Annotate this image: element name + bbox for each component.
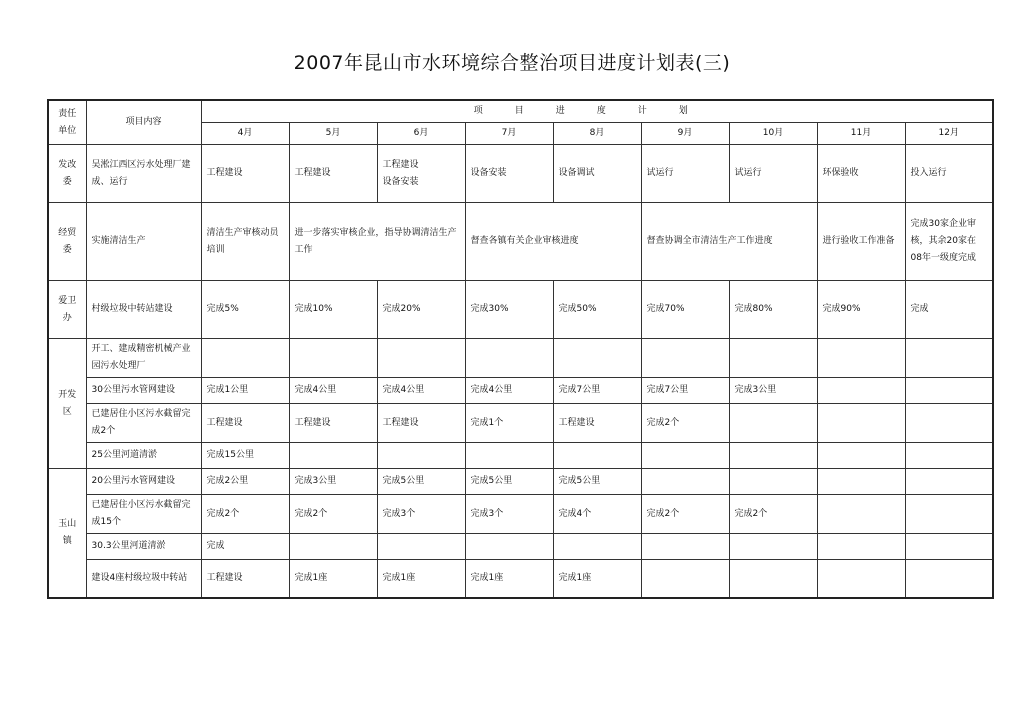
- table-row: [48, 469, 993, 495]
- progress-cell: 完成7公里: [553, 378, 641, 404]
- progress-cell: 环保验收: [817, 145, 905, 203]
- header-unit-line: 单位: [58, 125, 77, 136]
- progress-cell: [289, 534, 377, 560]
- progress-cell: 完成1座: [377, 560, 465, 598]
- header-progress-plan: 项目进度计划: [201, 100, 993, 123]
- progress-cell: [905, 404, 993, 443]
- month-header: 4月: [201, 123, 289, 145]
- month-header: 8月: [553, 123, 641, 145]
- table-row: [48, 339, 993, 378]
- content-cell: 已建居住小区污水截留完成2个: [86, 404, 201, 443]
- table-row: [48, 404, 993, 443]
- table-row: [48, 560, 993, 598]
- progress-cell: [553, 339, 641, 378]
- progress-cell: 投入运行: [905, 145, 993, 203]
- progress-cell: 进一步落实审核企业，指导协调清洁生产工作: [289, 203, 465, 281]
- progress-cell: 完成1公里: [201, 378, 289, 404]
- progress-cell: 试运行: [641, 145, 729, 203]
- progress-cell: 完成2个: [201, 495, 289, 534]
- progress-cell: 工程建设: [377, 404, 465, 443]
- progress-cell: 完成4公里: [377, 378, 465, 404]
- progress-cell: [905, 339, 993, 378]
- content-cell: 吴淞江西区污水处理厂建成、运行: [86, 145, 201, 203]
- progress-cell: [817, 378, 905, 404]
- progress-cell: [817, 339, 905, 378]
- progress-cell: 完成: [905, 281, 993, 339]
- document-title: 2007年昆山市水环境综合整治项目进度计划表(三): [293, 52, 731, 74]
- progress-cell: [817, 495, 905, 534]
- progress-cell: 完成2公里: [201, 469, 289, 495]
- progress-cell: [729, 339, 817, 378]
- progress-cell: 完成2个: [289, 495, 377, 534]
- table-row: [48, 495, 993, 534]
- progress-cell: 完成20%: [377, 281, 465, 339]
- progress-cell: [289, 339, 377, 378]
- content-cell: 25公里河道清淤: [86, 443, 201, 469]
- progress-cell: 完成7公里: [641, 378, 729, 404]
- progress-cell: 完成50%: [553, 281, 641, 339]
- progress-cell: [553, 443, 641, 469]
- progress-cell: 完成5%: [201, 281, 289, 339]
- progress-cell: 完成90%: [817, 281, 905, 339]
- progress-cell: [905, 378, 993, 404]
- progress-cell: [817, 534, 905, 560]
- progress-cell: [465, 443, 553, 469]
- header-unit-cell: [48, 100, 86, 145]
- progress-cell: 完成4公里: [289, 378, 377, 404]
- progress-cell: 清洁生产审核动员培训: [201, 203, 289, 281]
- progress-line: 设备安装: [382, 176, 419, 187]
- content-cell: 村级垃圾中转站建设: [86, 281, 201, 339]
- progress-cell: [729, 404, 817, 443]
- unit-cell: 发改委: [48, 145, 86, 203]
- month-header: 9月: [641, 123, 729, 145]
- progress-cell: [817, 469, 905, 495]
- progress-cell: [817, 443, 905, 469]
- content-cell: 30公里污水管网建设: [86, 378, 201, 404]
- progress-cell: 督查各镇有关企业审核进度: [465, 203, 641, 281]
- progress-cell: 完成3个: [465, 495, 553, 534]
- month-header: 12月: [905, 123, 993, 145]
- progress-cell: [817, 560, 905, 598]
- progress-cell: [817, 404, 905, 443]
- progress-cell: 完成1座: [289, 560, 377, 598]
- progress-cell: 完成80%: [729, 281, 817, 339]
- progress-cell: 工程建设: [553, 404, 641, 443]
- progress-cell: [553, 534, 641, 560]
- progress-cell: [905, 560, 993, 598]
- progress-cell: 工程建设: [201, 145, 289, 203]
- unit-cell: 开发区: [48, 339, 86, 469]
- progress-cell: 工程建设: [201, 404, 289, 443]
- unit-cell: 爱卫办: [48, 281, 86, 339]
- progress-cell: [905, 443, 993, 469]
- progress-cell: [377, 145, 465, 203]
- progress-cell: [377, 534, 465, 560]
- unit-cell: 玉山镇: [48, 469, 86, 598]
- progress-cell: [641, 534, 729, 560]
- table-row: [48, 534, 993, 560]
- table-row: [48, 145, 993, 203]
- progress-cell: 完成3公里: [289, 469, 377, 495]
- progress-cell: 督查协调全市清洁生产工作进度: [641, 203, 817, 281]
- progress-cell: [465, 339, 553, 378]
- progress-plan-table: [47, 99, 994, 599]
- progress-cell: 工程建设: [201, 560, 289, 598]
- progress-cell: 完成: [201, 534, 289, 560]
- progress-cell: 进行验收工作准备: [817, 203, 905, 281]
- table-row: [48, 378, 993, 404]
- progress-cell: [905, 534, 993, 560]
- header-content: 项目内容: [86, 100, 201, 145]
- unit-cell: 经贸委: [48, 203, 86, 281]
- progress-cell: [641, 560, 729, 598]
- content-cell: 开工、建成精密机械产业园污水处理厂: [86, 339, 201, 378]
- progress-cell: 试运行: [729, 145, 817, 203]
- progress-cell: [641, 443, 729, 469]
- month-header: 5月: [289, 123, 377, 145]
- progress-cell: 完成1座: [553, 560, 641, 598]
- progress-cell: 完成3个: [377, 495, 465, 534]
- progress-cell: 完成2个: [641, 404, 729, 443]
- progress-cell: [729, 560, 817, 598]
- progress-cell: 完成3公里: [729, 378, 817, 404]
- progress-cell: [641, 469, 729, 495]
- progress-line: 工程建设: [382, 159, 419, 170]
- progress-cell: [729, 443, 817, 469]
- progress-cell: 完成4公里: [465, 378, 553, 404]
- progress-cell: [289, 443, 377, 469]
- progress-cell: [905, 469, 993, 495]
- progress-cell: 完成15公里: [201, 443, 289, 469]
- progress-cell: 完成1个: [465, 404, 553, 443]
- header-unit-line: 责任: [58, 108, 77, 119]
- month-header: 10月: [729, 123, 817, 145]
- month-header: 7月: [465, 123, 553, 145]
- table-row: [48, 443, 993, 469]
- progress-cell: [201, 339, 289, 378]
- progress-cell: [729, 534, 817, 560]
- progress-cell: [377, 443, 465, 469]
- progress-cell: [905, 495, 993, 534]
- progress-cell: 完成5公里: [377, 469, 465, 495]
- month-header: 11月: [817, 123, 905, 145]
- content-cell: 实施清洁生产: [86, 203, 201, 281]
- progress-cell: [465, 534, 553, 560]
- progress-cell: 工程建设: [289, 145, 377, 203]
- progress-cell: 设备调试: [553, 145, 641, 203]
- progress-cell: 完成30家企业审核，其余20家在08年一级度完成: [905, 203, 993, 281]
- progress-cell: 工程建设: [289, 404, 377, 443]
- progress-cell: 完成70%: [641, 281, 729, 339]
- content-cell: 20公里污水管网建设: [86, 469, 201, 495]
- progress-cell: 完成30%: [465, 281, 553, 339]
- progress-cell: 完成5公里: [553, 469, 641, 495]
- content-cell: 建设4座村级垃圾中转站: [86, 560, 201, 598]
- progress-cell: [729, 469, 817, 495]
- progress-cell: [641, 339, 729, 378]
- month-header: 6月: [377, 123, 465, 145]
- table-row: [48, 203, 993, 281]
- content-cell: 已建居住小区污水截留完成15个: [86, 495, 201, 534]
- progress-cell: 完成1座: [465, 560, 553, 598]
- progress-cell: 设备安装: [465, 145, 553, 203]
- content-cell: 30.3公里河道清淤: [86, 534, 201, 560]
- header-row: [48, 100, 993, 123]
- progress-cell: 完成5公里: [465, 469, 553, 495]
- progress-cell: 完成2个: [729, 495, 817, 534]
- table-row: [48, 281, 993, 339]
- progress-cell: [377, 339, 465, 378]
- progress-cell: 完成4个: [553, 495, 641, 534]
- progress-cell: 完成10%: [289, 281, 377, 339]
- progress-cell: 完成2个: [641, 495, 729, 534]
